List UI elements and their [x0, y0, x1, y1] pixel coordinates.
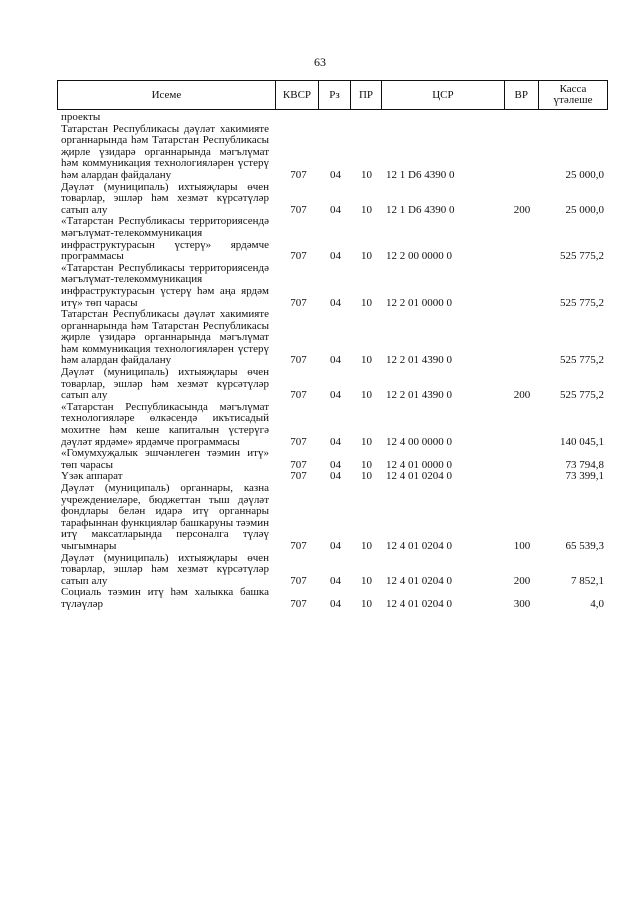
table-row [57, 124, 608, 182]
cell-amount: 4,0 [590, 597, 604, 610]
cell-rz: 04 [330, 296, 341, 309]
header-kvsr: КВСР [275, 81, 318, 109]
cell-amount: 73 794,8 [565, 458, 604, 471]
cell-name: Татарстан Республикасы дәүләт хакимияте органнарында һәм Татарстан Республикасы җирле үзидарә органнарында мәгълүмат һәм коммуникация технологияләрен үстерү һәм алардан файдалану [61, 308, 269, 367]
cell-vr: 300 [513, 597, 531, 610]
cell-rz: 04 [330, 470, 341, 483]
table-row [57, 448, 608, 471]
cell-csr: 12 4 01 0000 0 [386, 458, 452, 471]
cell-amount: 73 399,1 [565, 470, 604, 483]
cell-rz: 04 [330, 458, 341, 471]
cell-vr: 100 [513, 539, 531, 552]
cell-csr: 12 1 D6 4390 0 [386, 203, 455, 216]
header-csr: ЦСР [381, 81, 503, 109]
table-row [57, 483, 608, 553]
table-header [57, 80, 608, 110]
cell-rz: 04 [330, 539, 341, 552]
cell-rz: 04 [330, 389, 341, 402]
cell-rz: 04 [330, 435, 341, 448]
cell-name: Үзәк аппарат [61, 470, 123, 483]
table-row [57, 112, 608, 124]
cell-kvsr: 707 [290, 203, 307, 216]
cell-name: «Татарстан Республикасы территориясендә мәгълүмат-телекоммуникация инфраструктурасын үстерү һәм аңа ярдәм итү» төп чарасы [61, 261, 269, 309]
cell-rz: 04 [330, 574, 341, 587]
header-kassa-line2: үтәлеше [553, 94, 593, 106]
cell-pr: 10 [361, 296, 372, 309]
cell-vr: 200 [513, 203, 531, 216]
table-row [57, 182, 608, 217]
cell-kvsr: 707 [290, 458, 307, 471]
cell-kvsr: 707 [290, 597, 307, 610]
cell-csr: 12 2 00 0000 0 [386, 250, 452, 263]
cell-pr: 10 [361, 574, 372, 587]
header-kassa [538, 81, 607, 109]
cell-csr: 12 2 01 0000 0 [386, 296, 452, 309]
cell-name: Дәүләт (муниципаль) органнары, казна учреждениеләре, бюджеттан тыш дәүләт фондлары белән идарә итү органнары тарафыннан функцияләр башкаруны тәэмин итү максатларында персоналга түләү чыгымнары [61, 482, 269, 552]
cell-csr: 12 4 01 0204 0 [386, 597, 452, 610]
cell-amount: 140 045,1 [560, 435, 604, 448]
budget-table [57, 80, 608, 611]
cell-name: проекты [61, 111, 101, 123]
table-row [57, 263, 608, 309]
cell-amount: 65 539,3 [565, 539, 604, 552]
header-pr: ПР [350, 81, 382, 109]
cell-kvsr: 707 [290, 296, 307, 309]
cell-amount: 525 775,2 [560, 354, 604, 367]
cell-amount: 7 852,1 [571, 574, 604, 587]
cell-vr: 200 [513, 389, 531, 402]
table-row [57, 216, 608, 262]
cell-name: Татарстан Республикасы дәүләт хакимияте органнарында һәм Татарстан Республикасы җирле үзидарә органнарында мәгълүмат һәм коммуникация технологияләрен үстерү һәм алардан файдалану [61, 122, 269, 181]
cell-csr: 12 2 01 4390 0 [386, 389, 452, 402]
cell-name: «Гомумхуҗалык эшчәнлеген тәэмин итү» төп чарасы [61, 447, 269, 471]
table-row [57, 309, 608, 367]
cell-pr: 10 [361, 470, 372, 483]
header-vr: ВР [504, 81, 539, 109]
cell-csr: 12 1 D6 4390 0 [386, 168, 455, 181]
cell-pr: 10 [361, 435, 372, 448]
table-row [57, 587, 608, 610]
cell-csr: 12 4 01 0204 0 [386, 470, 452, 483]
cell-kvsr: 707 [290, 470, 307, 483]
cell-kvsr: 707 [290, 574, 307, 587]
cell-rz: 04 [330, 203, 341, 216]
page-number: 63 [314, 55, 326, 69]
table-body [57, 110, 608, 611]
cell-csr: 12 4 01 0204 0 [386, 574, 452, 587]
cell-csr: 12 2 01 4390 0 [386, 354, 452, 367]
cell-rz: 04 [330, 250, 341, 263]
header-name: Исеме [151, 88, 182, 101]
cell-amount: 525 775,2 [560, 389, 604, 402]
cell-rz: 04 [330, 597, 341, 610]
cell-amount: 525 775,2 [560, 296, 604, 309]
cell-pr: 10 [361, 539, 372, 552]
cell-kvsr: 707 [290, 539, 307, 552]
cell-pr: 10 [361, 354, 372, 367]
cell-csr: 12 4 01 0204 0 [386, 539, 452, 552]
cell-pr: 10 [361, 250, 372, 263]
cell-name: Дәүләт (муниципаль) ихтыяҗлары өчен товарлар, эшләр һәм хезмәт күрсәтүләр сатып алу [61, 551, 269, 587]
cell-kvsr: 707 [290, 250, 307, 263]
header-rz: Рз [318, 81, 350, 109]
table-row [57, 553, 608, 588]
cell-amount: 25 000,0 [565, 168, 604, 181]
cell-amount: 25 000,0 [565, 203, 604, 216]
cell-vr: 200 [513, 574, 531, 587]
cell-kvsr: 707 [290, 168, 307, 181]
cell-name: Дәүләт (муниципаль) ихтыяҗлары өчен товарлар, эшләр һәм хезмәт күрсәтүләр сатып алу [61, 180, 269, 216]
cell-pr: 10 [361, 389, 372, 402]
cell-csr: 12 4 00 0000 0 [386, 435, 452, 448]
cell-pr: 10 [361, 597, 372, 610]
cell-pr: 10 [361, 203, 372, 216]
cell-name: Дәүләт (муниципаль) ихтыяҗлары өчен товарлар, эшләр һәм хезмәт күрсәтүләр сатып алу [61, 366, 269, 402]
header-kassa-line1: Касса [559, 83, 587, 95]
cell-name: «Татарстан Республикасында мәгълүмат технологияләре өлкәсендә икътисадый мохитне һәм кеше капиталын үстерүгә дәүләт ярдәме» ярдәмче программасы [61, 400, 269, 448]
cell-amount: 525 775,2 [560, 250, 604, 263]
cell-kvsr: 707 [290, 354, 307, 367]
table-row [57, 367, 608, 402]
cell-name: Социаль тәэмин итү һәм халыкка башка түләүләр [61, 586, 269, 610]
cell-pr: 10 [361, 458, 372, 471]
cell-rz: 04 [330, 168, 341, 181]
cell-kvsr: 707 [290, 435, 307, 448]
cell-kvsr: 707 [290, 389, 307, 402]
table-row [57, 402, 608, 448]
cell-rz: 04 [330, 354, 341, 367]
cell-name: «Татарстан Республикасы территориясендә мәгълүмат-телекоммуникация инфраструктурасын үстерү» ярдәмче программасы [61, 215, 269, 263]
cell-pr: 10 [361, 168, 372, 181]
